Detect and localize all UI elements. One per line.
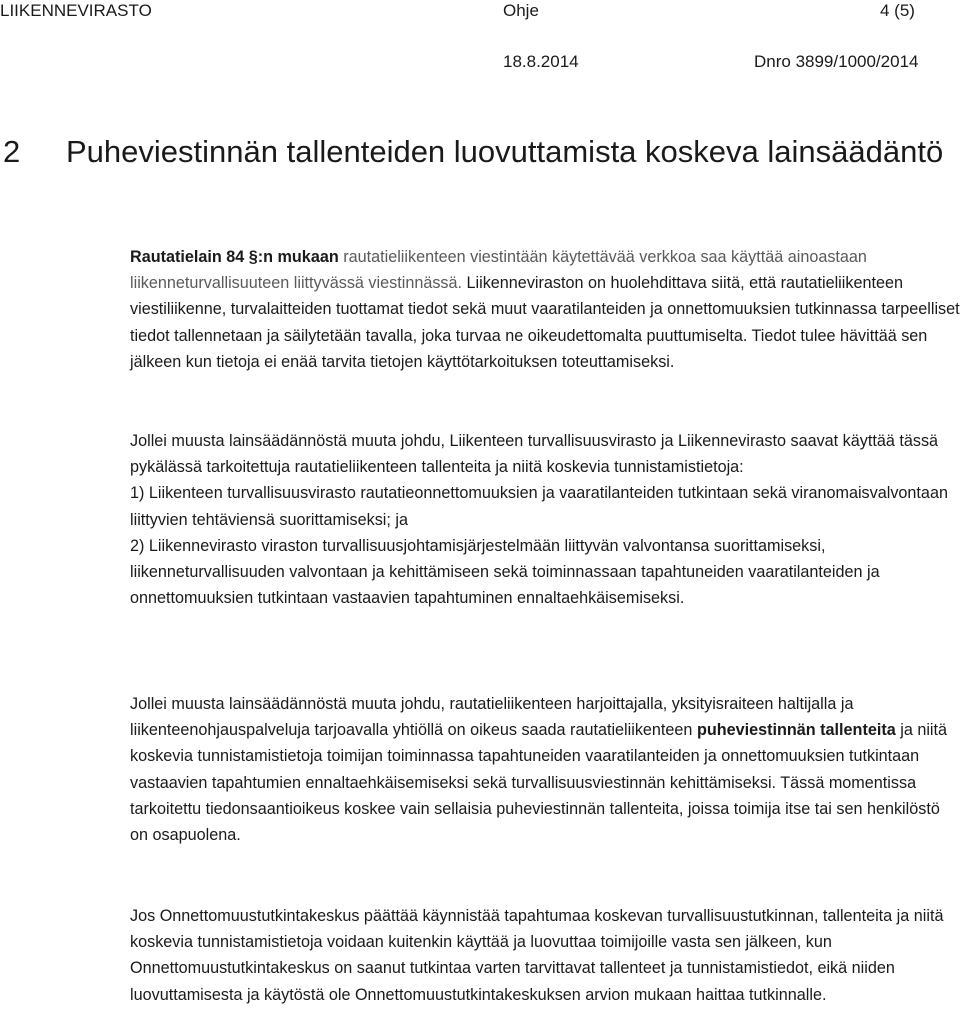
document-type: Ohje (503, 1, 539, 20)
list-item: 2) Liikennevirasto viraston turvallisuusjohtamisjärjestelmään liittyvän valvontansa suorittamiseksi, liikenneturvallisuuden valvontaan ja kehittämiseen sekä toiminnassaan tapahtuneiden vaaratilanteiden ja onnettomuuksien tutkintaan vastaavien tapahtuminen ennaltaehkäisemiseksi. (130, 536, 880, 608)
obligation-text: Liikenneviraston on huolehdittava siitä, että rautatieliikenteen viestiliikenne, turvalaitteiden tuottamat tiedot sekä muut vaaratilanteiden ja onnettomuuksien tutkinnassa tarpeelliset tiedot tallennetaan ja säilytetään tavalla, joka turvaa ne oikeudettomalta puuttumiselta. Tiedot tulee hävittää sen jälkeen kun tietoja ei enää tarvita tietojen käyttötarkoituksen toteuttamiseksi. (130, 274, 960, 371)
document-date: 18.8.2014 (503, 52, 579, 71)
page-number: 4 (5) (880, 1, 915, 20)
authorities-intro: Jollei muusta lainsäädännöstä muuta johdu, Liikenteen turvallisuusvirasto ja Liikennevirasto saavat käyttää tässä pykälässä tarkoitettuja rautatieliikenteen tallenteita ja niitä koskevia tunnistamistietoja: (130, 432, 939, 477)
investigation-text: Jos Onnettomuustutkintakeskus päättää käynnistää tapahtumaa koskevan turvallisuustutkinnan, tallenteita ja niitä koskevia tunnistamistietoja voidaan kuitenkin käyttää ja luovuttaa toimijoille vasta sen jälkeen, kun Onnettomuustutkintakeskus on saanut tutkintaa varten tarvittavat tallenteet ja tunnistamistiedot, eikä niiden luovuttamisesta ja käytöstä ole Onnettomuustutkintakeskuksen arvion mukaan haittaa tutkinnalle. (130, 907, 944, 1004)
paragraph-railway-act (130, 244, 960, 375)
list-item: 1) Liikenteen turvallisuusvirasto rautatieonnettomuuksien ja vaaratilanteiden tutkintaan sekä viranomaisvalvontaan liittyvien tehtäviensä suorittamiseksi; ja (130, 484, 948, 529)
paragraph-investigation (130, 903, 960, 1008)
paragraph-operators (130, 691, 960, 848)
record-number: Dnro 3899/1000/2014 (754, 52, 919, 71)
section-number: 2 (3, 134, 21, 169)
organization-name: LIIKENNEVIRASTO (0, 1, 152, 20)
operators-text-start: Jollei muusta lainsäädännöstä muuta johdu, rautatieliikenteen harjoittajalla, yksityisraiteen haltijalla ja liikenteenohjauspalveluja tarjoavalla yhtiöllä on oikeus saada rautatieliikenteen (130, 695, 854, 740)
law-reference: Rautatielain 84 §:n mukaan (130, 248, 339, 266)
usage-restriction-text: rautatieliikenteen viestintään käytettävää verkkoa saa käyttää ainoastaan liikenneturvallisuuteen liittyvässä viestinnässä. (130, 248, 867, 293)
section-title: Puheviestinnän tallenteiden luovuttamista koskeva lainsäädäntö (66, 134, 944, 169)
operators-text-end: ja niitä koskevia tunnistamistietoja toimijan toiminnassa tapahtuneiden vaaratilanteiden ja onnettomuuksien tutkintaan vastaavien tapahtumien ennaltaehkäisemiseksi sekä turvallisuusviestinnän kehittämiseksi. Tässä momentissa tarkoitettu tiedonsaantioikeus koskee vain sellaisia puheviestinnän tallenteita, joissa toimija itse tai sen henkilöstö on osapuolena. (130, 721, 948, 845)
voice-recordings-term: puheviestinnän tallenteita (696, 721, 896, 740)
paragraph-authorities (130, 428, 960, 611)
